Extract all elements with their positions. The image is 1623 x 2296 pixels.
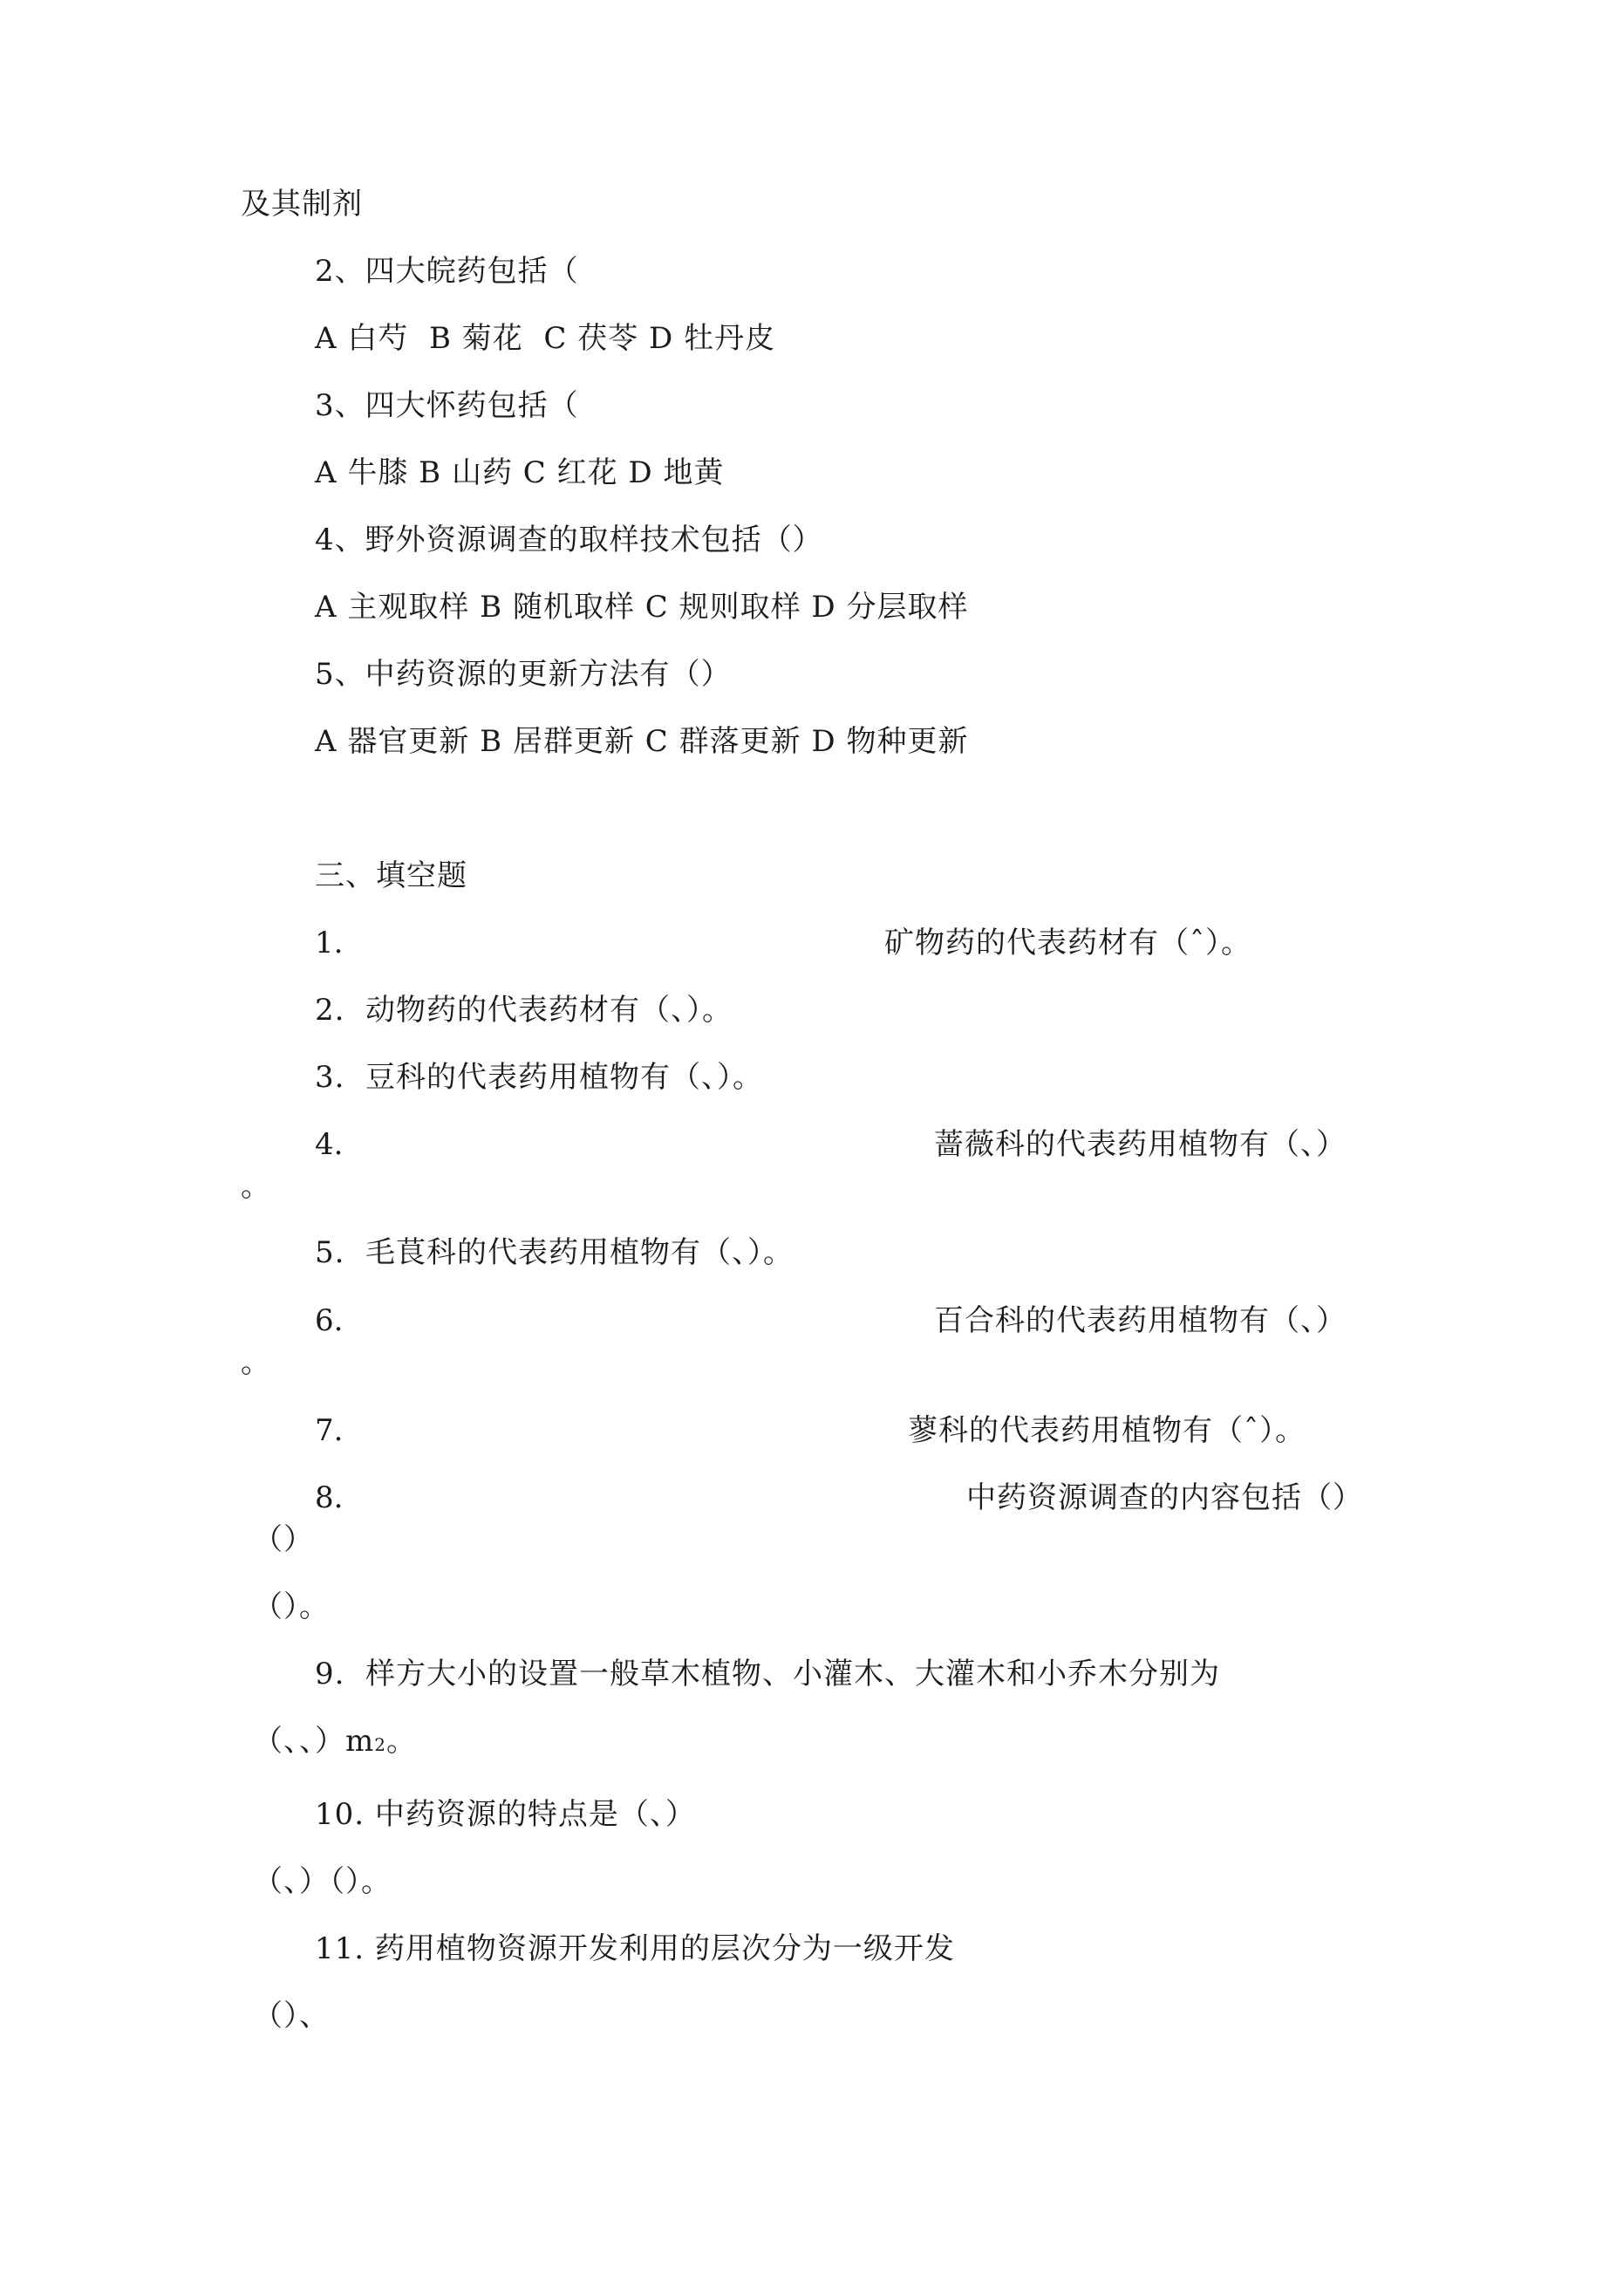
fill-9: 9. 样方大小的设置一般草木植物、小灌木、大灌木和小乔木分别为: [315, 1657, 1221, 1691]
question-2-options: A 白芍 B 菊花 C 茯苓 D 牡丹皮: [315, 321, 776, 356]
fill-9-line2: [253, 1724, 417, 1762]
section-heading: 三、填空题: [315, 858, 467, 893]
question-4-options: A 主观取样 B 随机取样 C 规则取样 D 分层取样: [315, 590, 969, 625]
fill-8-number: 8.: [315, 1480, 344, 1515]
fill-11-line2: （）、: [253, 1999, 330, 2033]
fill-8-line3: （）。: [253, 1589, 330, 1624]
fill-9-superscript: 2: [374, 1734, 386, 1755]
fill-8-text: 中药资源调查的内容包括（）: [966, 1480, 1363, 1515]
fill-11: 11. 药用植物资源开发利用的层次分为一级开发: [315, 1931, 955, 1966]
question-5-options: A 器官更新 B 居群更新 C 群落更新 D 物种更新: [315, 724, 969, 759]
fill-9-blanks: （、、）m: [253, 1724, 375, 1759]
question-2: 2、四大皖药包括（: [315, 254, 579, 289]
fill-9-end: 。: [385, 1724, 417, 1759]
fill-6-tail: 。: [241, 1345, 271, 1380]
fill-8-line2: （）: [253, 1522, 314, 1557]
question-3: 3、四大怀药包括（: [315, 388, 579, 423]
fill-2: 2. 动物药的代表药材有（、）。: [315, 993, 733, 1028]
fill-6-number: 6.: [315, 1303, 344, 1338]
fill-4-tail: 。: [241, 1169, 271, 1204]
fill-7-number: 7.: [315, 1413, 344, 1448]
fill-1-text: 矿物药的代表药材有（ˆ）。: [884, 926, 1251, 960]
question-4: 4、野外资源调查的取样技术包括（）: [315, 523, 823, 557]
fill-3: 3. 豆科的代表药用植物有（、）。: [315, 1060, 764, 1095]
fill-7-text: 蓼科的代表药用植物有（ˆ）。: [908, 1413, 1306, 1448]
fill-4-text: 蔷薇科的代表药用植物有（、）: [934, 1127, 1347, 1162]
fill-10-line2: （、）（）。: [253, 1864, 392, 1899]
fill-4-number: 4.: [315, 1127, 344, 1162]
question-3-options: A 牛膝 B 山药 C 红花 D 地黄: [315, 455, 725, 490]
fill-10: 10. 中药资源的特点是（、）: [315, 1797, 696, 1832]
fill-5: 5. 毛茛科的代表药用植物有（、）。: [315, 1235, 794, 1270]
fill-6-text: 百合科的代表药用植物有（、）: [934, 1303, 1347, 1338]
fill-1-number: 1.: [315, 926, 344, 960]
text-line: 及其制剂: [241, 187, 363, 222]
question-5: 5、中药资源的更新方法有（）: [315, 657, 732, 692]
